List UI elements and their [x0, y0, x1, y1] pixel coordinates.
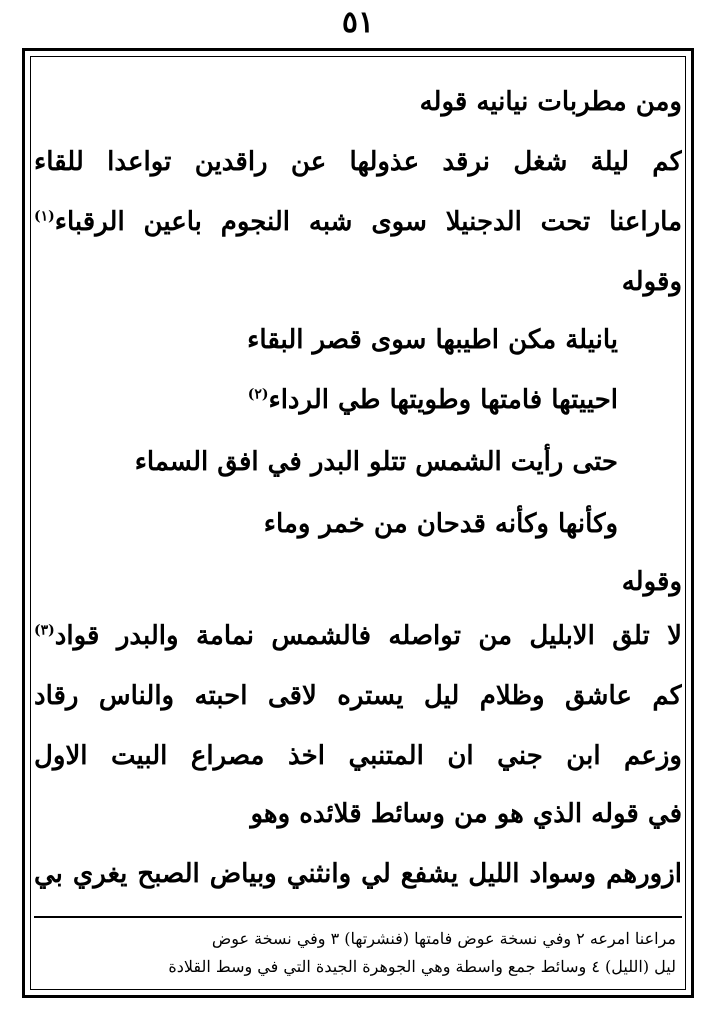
verse-line-3: حتى رأيت الشمس تتلو البدر في افق السماء — [134, 447, 618, 477]
text-line-3: وقوله — [621, 267, 682, 297]
footnote-ref-3: (٣) — [34, 622, 55, 639]
footnote-line-1: مراعنا امرعه ٢ وفي نسخة عوض فامتها (فنشرتها) ٣ وفي نسخة عوض — [211, 929, 676, 948]
text-line-1: كم ليلة شغل نرقد عذولها عن راقدين تواعدا للقاء — [34, 147, 682, 177]
heading-line: ومن مطربات نيانيه قوله — [419, 87, 682, 117]
verse-line-1: يانيلة مكن اطيبها سوى قصر البقاء — [247, 325, 618, 355]
text-line-9: لا تلق الابليل من تواصله فالشمس نمامة والبدر قواد$^{(٣)}$ — [34, 621, 682, 651]
text-line-13: ازورهم وسواد الليل يشفع لي وانثني وبياض الصبح يغري بي — [34, 859, 682, 889]
footnote-separator — [34, 916, 682, 918]
text-line-8: وقوله — [621, 567, 682, 597]
verse-line-2: احييتها فامتها وطويتها طي الرداء$^{(٢)}$ — [247, 385, 618, 415]
text-line-2: ماراعنا تحت الدجنيلا سوى شبه النجوم باعين الرقباء$^{(١)}$ — [34, 207, 682, 237]
verse-line-4: وكأنها وكأنه قدحان من خمر وماء — [263, 509, 618, 539]
text-line-10: كم عاشق وظلام ليل يستره لاقى احبته والناس رقاد — [34, 681, 682, 711]
footnote-ref-2: (٢) — [247, 386, 269, 403]
page-number: ٥١ — [341, 5, 375, 40]
text-line-11: وزعم ابن جني ان المتنبي اخذ مصراع البيت الاول — [34, 741, 682, 771]
footnote-line-2: ليل (الليل) ٤ وسائط جمع واسطة وهي الجوهرة الجيدة التي في وسط القلادة — [168, 957, 676, 976]
footnote-ref-1: (١) — [34, 208, 55, 225]
text-line-12: في قوله الذي هو من وسائط قلائده وهو — [250, 799, 682, 829]
